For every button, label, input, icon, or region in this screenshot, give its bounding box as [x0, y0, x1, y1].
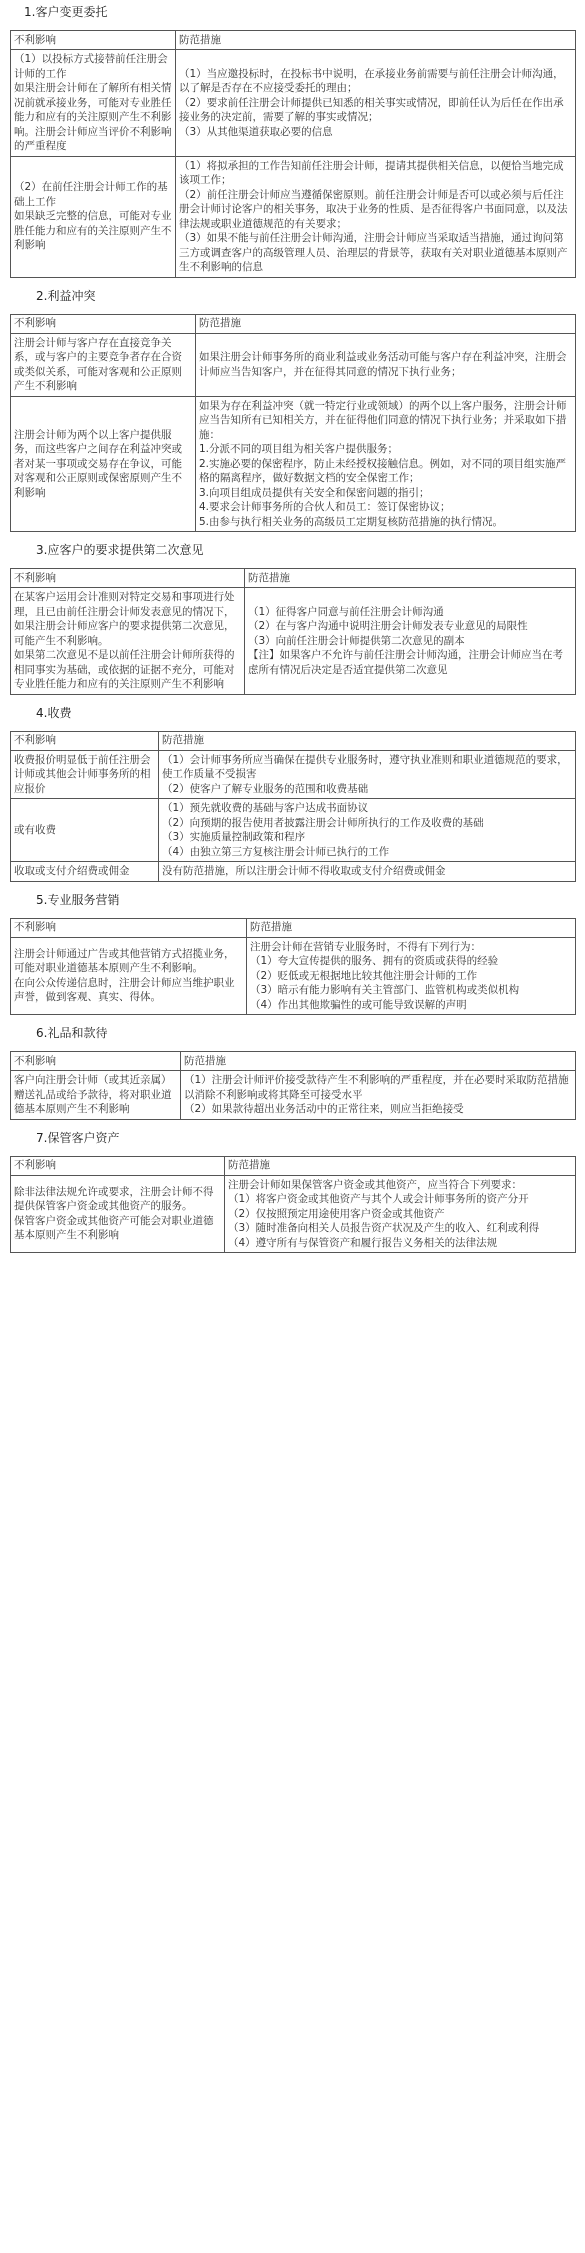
safeguards-cell — [225, 1175, 576, 1253]
header-safeguards: 防范措施 — [196, 314, 576, 333]
safeguard-item: （1）会计师事务所应当确保在提供专业服务时，遵守执业准则和职业道德规范的要求，使工作质量不受损害 — [162, 753, 568, 780]
adverse-effect-cell: 除非法律法规允许或要求，注册会计师不得提供保管客户资金或其他资产的服务。 保管客户资金或其他资产可能会对职业道德基本原则产生不利影响 — [11, 1175, 225, 1253]
header-adverse-effect: 不利影响 — [11, 1052, 181, 1071]
safeguard-item: （2）如果款待超出业务活动中的正常往来，则应当拒绝接受 — [184, 1103, 464, 1115]
section-title: 7.保管客户资产 — [36, 1130, 120, 1145]
section-table — [10, 918, 576, 1016]
safeguard-item: （4）作出其他欺骗性的或可能导致误解的声明 — [250, 998, 467, 1011]
safeguard-item: （4）遵守所有与保管资产和履行报告义务相关的法律法规 — [228, 1236, 498, 1249]
table-row — [11, 588, 576, 695]
safeguard-item: （1）预先就收费的基础与客户达成书面协议 — [162, 802, 369, 814]
table-header-row — [11, 314, 576, 333]
section-title: 4.收费 — [36, 705, 72, 720]
adverse-effect-cell: （1）以投标方式接替前任注册会计师的工作 如果注册会计师在了解所有相关情况前就承接业务，可能对专业胜任能力和应有的关注原则产生不利影响。注册会计师应当评价不利影响的严重程度 — [11, 50, 176, 157]
header-adverse-effect: 不利影响 — [11, 918, 247, 937]
safeguard-item: （2）仅按照预定用途使用客户资金或其他资产 — [228, 1207, 445, 1220]
table-row — [11, 1071, 576, 1120]
safeguard-item: （2）贬低或无根据地比较其他注册会计师的工作 — [250, 969, 478, 982]
table-header-row — [11, 569, 576, 588]
safeguards-cell — [196, 333, 576, 396]
section-table — [10, 1051, 576, 1120]
safeguards-cell — [176, 156, 576, 277]
table-row — [11, 1175, 576, 1253]
header-safeguards: 防范措施 — [247, 918, 576, 937]
safeguard-item: （1）注册会计师评价接受款待产生不利影响的严重程度，并在必要时采取防范措施以消除不利影响或将其降至可接受水平 — [184, 1074, 569, 1101]
adverse-effect-cell: 收取或支付介绍费或佣金 — [11, 862, 159, 882]
safeguards-cell — [245, 588, 576, 695]
table-header-row — [11, 918, 576, 937]
adverse-effect-cell: 注册会计师通过广告或其他营销方式招揽业务，可能对职业道德基本原则产生不利影响。 在向公众传递信息时，注册会计师应当维护职业声誉，做到客观、真实、得体。 — [11, 937, 247, 1015]
safeguard-item: （2）在与客户沟通中说明注册会计师发表专业意见的局限性 — [248, 620, 528, 632]
safeguard-item: （1）将拟承担的工作告知前任注册会计师，提请其提供相关信息，以便恰当地完成该项工作； — [179, 159, 564, 186]
adverse-effect-cell: （2）在前任注册会计师工作的基础上工作 如果缺乏完整的信息，可能对专业胜任能力和应有的关注原则产生不利影响 — [11, 156, 176, 277]
table-row — [11, 750, 576, 799]
section-table — [10, 314, 576, 533]
adverse-effect-cell: 注册会计师与客户存在直接竞争关系，或与客户的主要竞争者存在合资或类似关系，可能对客观和公正原则产生不利影响 — [11, 333, 196, 396]
safeguard-item: 注册会计师在营销专业服务时，不得有下列行为： — [250, 940, 481, 953]
safeguards-cell — [247, 937, 576, 1015]
section-title: 1.客户变更委托 — [24, 5, 108, 19]
safeguard-item: 5.由参与执行相关业务的高级员工定期复核防范措施的执行情况。 — [199, 515, 504, 528]
safeguard-item: （3）暗示有能力影响有关主管部门、监管机构或类似机构 — [250, 984, 520, 996]
safeguard-item: （1）将客户资金或其他资产与其个人或会计师事务所的资产分开 — [228, 1193, 529, 1205]
table-header-row — [11, 1052, 576, 1071]
adverse-effect-cell: 客户向注册会计师（或其近亲属）赠送礼品或给予款待，将对职业道德基本原则产生不利影响 — [11, 1071, 181, 1120]
safeguard-item: （1）夸大宣传提供的服务、拥有的资质或获得的经验 — [250, 955, 499, 967]
table-row — [11, 156, 576, 277]
header-adverse-effect: 不利影响 — [11, 731, 159, 750]
header-adverse-effect: 不利影响 — [11, 1156, 225, 1175]
table-row — [11, 396, 576, 532]
section-title: 5.专业服务营销 — [36, 892, 120, 907]
header-adverse-effect: 不利影响 — [11, 314, 196, 333]
safeguard-item: 如果为存在利益冲突（就一特定行业或领域）的两个以上客户服务，注册会计师应当告知所有已知相关方，并在征得他们同意的情况下执行业务；并采取如下措施： — [199, 399, 567, 441]
header-safeguards: 防范措施 — [225, 1156, 576, 1175]
table-header-row — [11, 1156, 576, 1175]
header-safeguards: 防范措施 — [176, 31, 576, 50]
safeguard-item: 注册会计师如果保管客户资金或其他资产，应当符合下列要求： — [228, 1178, 522, 1191]
safeguard-item: 如果注册会计师事务所的商业利益或业务活动可能与客户存在利益冲突，注册会计师应当告知客户，并在征得其同意的情况下执行业务； — [199, 351, 567, 378]
safeguard-item: （3）实施质量控制政策和程序 — [162, 831, 306, 843]
adverse-effect-cell: 在某客户运用会计准则对特定交易和事项进行处理，且已由前任注册会计师发表意见的情况下，如果注册会计师应客户的要求提供第二次意见，可能产生不利影响。 如果第二次意见不是以前任注册会计师所获得的相同事实为基础，或依据的证据不充分，可能对专业胜任能力和应有的关注原则产生不利影响 — [11, 588, 245, 695]
safeguard-item: （3）随时准备向相关人员报告资产状况及产生的收入、红利或利得 — [228, 1222, 540, 1234]
safeguard-item: （4）由独立第三方复核注册会计师已执行的工作 — [162, 845, 390, 858]
safeguards-cell — [196, 396, 576, 532]
table-row — [11, 333, 576, 396]
table-header-row — [11, 31, 576, 50]
section-title: 3.应客户的要求提供第二次意见 — [36, 543, 204, 557]
adverse-effect-cell: 收费报价明显低于前任注册会计师或其他会计师事务所的相应报价 — [11, 750, 159, 799]
safeguards-cell — [181, 1071, 576, 1120]
section-table — [10, 568, 576, 695]
section-table — [10, 1156, 576, 1254]
header-adverse-effect: 不利影响 — [11, 569, 245, 588]
table-row — [11, 799, 576, 862]
section-table — [10, 30, 576, 278]
safeguard-item: （3）从其他渠道获取必要的信息 — [179, 125, 333, 138]
safeguard-item: 1.分派不同的项目组为相关客户提供服务； — [199, 443, 399, 455]
table-row — [11, 862, 576, 882]
safeguard-item: 2.实施必要的保密程序，防止未经授权接触信息。例如，对不同的项目组实施严格的隔离程序，做好数据文档的安全保密工作； — [199, 457, 567, 484]
safeguard-item: （2）使客户了解专业服务的范围和收费基础 — [162, 782, 369, 795]
safeguards-cell — [159, 862, 576, 882]
safeguard-item: （1）当应邀投标时，在投标书中说明，在承接业务前需要与前任注册会计师沟通，以了解是否存在不应接受委托的理由； — [179, 67, 564, 94]
table-row — [11, 50, 576, 157]
header-adverse-effect: 不利影响 — [11, 31, 176, 50]
header-safeguards: 防范措施 — [159, 731, 576, 750]
safeguard-item: （2）前任注册会计师应当遵循保密原则。前任注册会计师是否可以或必须与后任注册会计师讨论客户的相关事务，取决于业务的性质、是否征得客户书面同意，以及法律法规或职业道德规范的有关要求； — [179, 188, 568, 230]
header-safeguards: 防范措施 — [181, 1052, 576, 1071]
safeguard-item: 3.向项目组成员提供有关安全和保密问题的指引； — [199, 486, 430, 499]
safeguard-item: （3）如果不能与前任注册会计师沟通，注册会计师应当采取适当措施，通过询问第三方或调查客户的高级管理人员、治理层的背景等，获取有关对职业道德基本原则产生不利影响的信息 — [179, 232, 568, 273]
safeguard-item: 【注】如果客户不允许与前任注册会计师沟通，注册会计师应当在考虑所有情况后决定是否适宜提供第二次意见 — [248, 649, 563, 676]
safeguards-cell — [159, 750, 576, 799]
safeguard-item: 没有防范措施，所以注册会计师不得收取或支付介绍费或佣金 — [162, 865, 446, 877]
safeguards-cell — [176, 50, 576, 157]
safeguard-item: （3）向前任注册会计师提供第二次意见的副本 — [248, 634, 465, 647]
table-row — [11, 937, 576, 1015]
safeguard-item: （1）征得客户同意与前任注册会计师沟通 — [248, 605, 444, 618]
section-table — [10, 731, 576, 882]
section-title: 2.利益冲突 — [36, 288, 96, 303]
safeguard-item: 4.要求会计师事务所的合伙人和员工：签订保密协议； — [199, 501, 451, 513]
safeguards-cell — [159, 799, 576, 862]
section-title: 6.礼品和款待 — [36, 1026, 108, 1040]
header-safeguards: 防范措施 — [245, 569, 576, 588]
safeguard-item: （2）要求前任注册会计师提供已知悉的相关事实或情况，即前任认为后任在作出承接业务的决定前，需要了解的事实或情况； — [179, 96, 564, 123]
adverse-effect-cell: 注册会计师为两个以上客户提供服务，而这些客户之间存在利益冲突或者对某一事项或交易存在争议，可能对客观和公正原则或保密原则产生不利影响 — [11, 396, 196, 532]
table-header-row — [11, 731, 576, 750]
safeguard-item: （2）向预期的报告使用者披露注册会计师所执行的工作及收费的基础 — [162, 816, 484, 829]
adverse-effect-cell: 或有收费 — [11, 799, 159, 862]
